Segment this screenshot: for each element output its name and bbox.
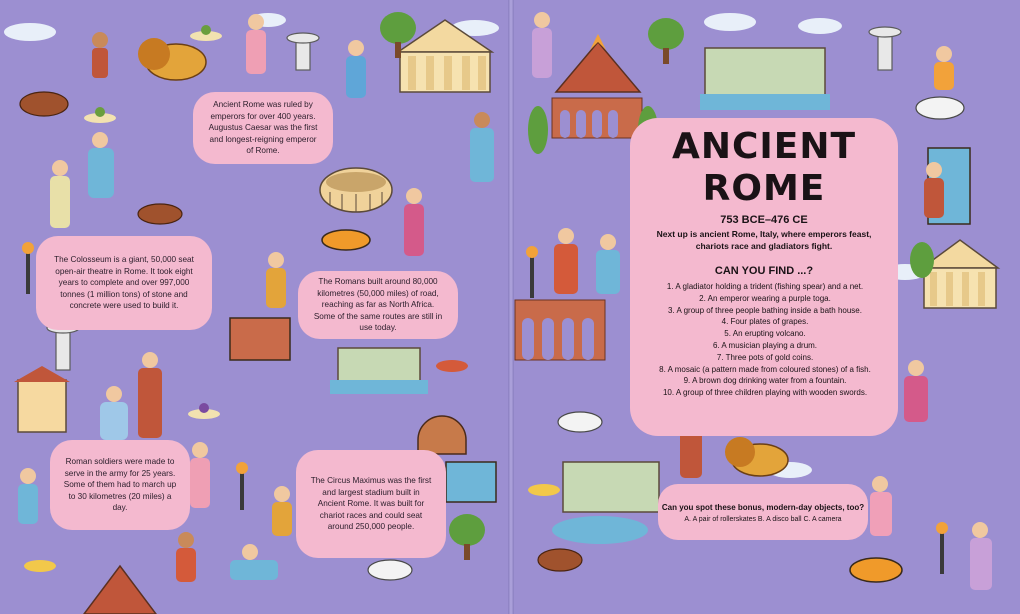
find-list [640,281,890,399]
find-item: 6. A musician playing a drum. [712,340,818,350]
bonus-heading: Can you spot these bonus, modern-day objects, too? [661,503,865,512]
bonus-panel [658,484,868,540]
find-item: 5. An erupting volcano. [724,329,806,339]
note-emperors [193,92,333,164]
find-item: 4. Four plates of grapes. [721,317,809,327]
page-title-line1: ANCIENT [671,126,857,167]
note-colosseum-text: The Colosseum is a giant, 50,000 seat open-air theatre in Rome. It took eight years to complete and over 997,000 tonnes (1 million tons) of stone and concrete were used to build it. [54,255,194,311]
intro-text: Next up is ancient Rome, Italy, where emperors feast, chariots race and gladiators fight. [656,229,872,251]
find-item: 7. Three pots of gold coins. [716,352,814,362]
note-colosseum [36,236,212,330]
note-roads [298,271,458,339]
bonus-items: A. A pair of rollerskates B. A disco ball C. A camera [684,516,842,523]
note-emperors-text: Ancient Rome was ruled by emperors for over 400 years. Augustus Caesar was the first and longest-reigning emperor of Rome. [208,100,318,156]
note-circus-maximus-text: The Circus Maximus was the first and largest stadium built in Ancient Rome. It was built for chariot races and could seat around 250,000 people. [310,476,432,532]
note-roads-text: The Romans built around 80,000 kilometres (50,000 miles) of road, reaching as far as North Africa. Some of the same routes are still in use today. [313,277,443,333]
page-gutter [508,0,514,614]
note-soldiers [50,440,190,530]
find-item: 1. A gladiator holding a trident (fishing spear) and a net. [666,282,864,291]
find-item: 2. An emperor wearing a purple toga. [699,293,831,303]
find-item: 3. A group of three people bathing inside a bath house. [668,305,862,315]
find-item: 9. A brown dog drinking water from a fountain. [683,376,847,386]
note-soldiers-text: Roman soldiers were made to serve in the army for 25 years. Some of them had to march up to 30 kilometres (20 miles) a day. [63,457,177,513]
note-circus-maximus [296,450,446,558]
find-heading: CAN YOU FIND ...? [714,265,814,277]
find-item: 10. A group of three children playing with wooden swords. [662,388,868,398]
page-title-line2: ROME [702,168,826,209]
find-item: 8. A mosaic (a pattern made from coloured stones) of a fish. [659,364,871,374]
date-range: 753 BCE–476 CE [720,214,808,226]
